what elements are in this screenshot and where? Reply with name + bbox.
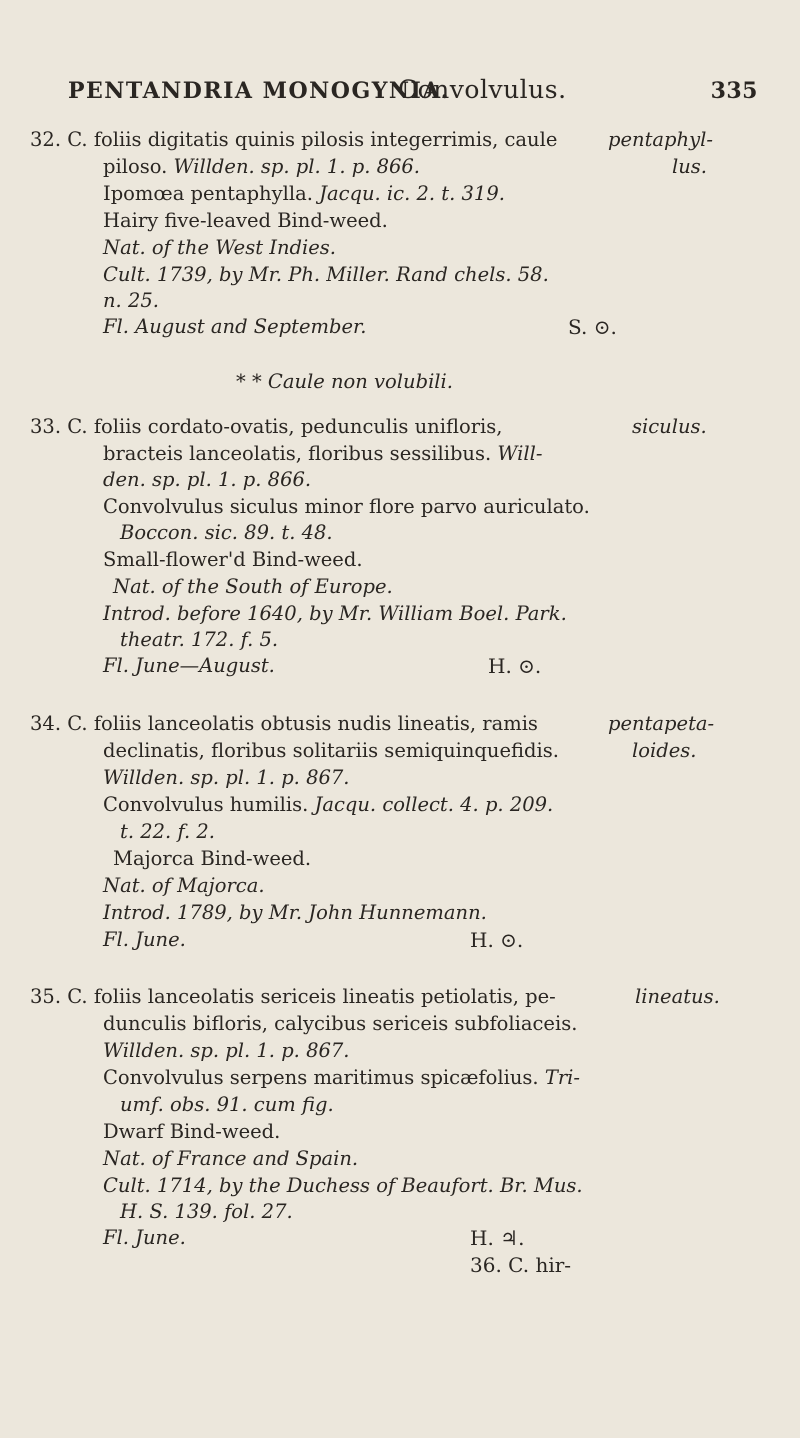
native-range: Nat. of the West Indies. bbox=[103, 236, 336, 259]
synonym-line bbox=[103, 182, 505, 205]
diagnosis-line: 34. C. foliis lanceolatis obtusis nudis lineatis, ramis bbox=[30, 712, 538, 735]
diagnosis-line: 35. C. foliis lanceolatis sericeis lineatis petiolatis, pe- bbox=[30, 985, 556, 1008]
citation: Tri- bbox=[544, 1066, 580, 1089]
flowering-time: Fl. August and September. bbox=[103, 315, 367, 338]
diagnosis-line: dunculis bifloris, calycibus sericeis subfoliaceis. bbox=[103, 1012, 578, 1035]
species-epithet: lus. bbox=[672, 155, 708, 178]
running-head-title: PENTANDRIA MONOGYNIA. bbox=[68, 78, 451, 104]
introduction-line: Introd. 1789, by Mr. John Hunnemann. bbox=[103, 901, 487, 924]
species-epithet: pentapeta- bbox=[608, 712, 715, 735]
diagnosis-line: 32. C. foliis digitatis quinis pilosis integerrimis, caule bbox=[30, 128, 558, 151]
introduction-text: Introd. before 1640, by Mr. William Boel. bbox=[103, 602, 510, 625]
habit-symbol: H. ⊙. bbox=[470, 928, 524, 952]
citation: Boccon. sic. 89. t. 48. bbox=[120, 521, 333, 544]
citation: t. 22. f. 2. bbox=[120, 820, 215, 843]
flowering-time: Fl. June—August. bbox=[103, 654, 275, 677]
running-head bbox=[68, 75, 758, 118]
flowering-time: Fl. June. bbox=[103, 928, 186, 951]
common-name: Small-flower'd Bind-weed. bbox=[103, 548, 363, 571]
diagnosis-line bbox=[103, 442, 542, 465]
citation: Willden. sp. pl. 1. p. 866. bbox=[173, 155, 421, 178]
synonym-line: Convolvulus siculus minor flore parvo auriculato. bbox=[103, 495, 590, 518]
native-range: Nat. of Majorca. bbox=[103, 874, 265, 897]
citation: Will- bbox=[497, 442, 543, 465]
flowering-time: Fl. June. bbox=[103, 1226, 186, 1249]
habit-symbol: H. ⊙. bbox=[488, 654, 542, 678]
cultivation-line bbox=[103, 263, 549, 286]
citation: Park. bbox=[515, 602, 567, 625]
species-epithet: loides. bbox=[632, 739, 697, 762]
cultivation-text: Cult. 1714, by the Duchess of Beaufort. bbox=[103, 1174, 494, 1197]
running-head-genus: Convolvulus. bbox=[398, 75, 567, 104]
diagnosis-line: declinatis, floribus solitariis semiquinquefidis. bbox=[103, 739, 559, 762]
synonym-name: Ipomœa pentaphylla. bbox=[103, 182, 313, 205]
synonym-line bbox=[103, 1066, 580, 1089]
citation: umf. obs. 91. cum fig. bbox=[120, 1093, 334, 1116]
common-name: Dwarf Bind-weed. bbox=[103, 1120, 281, 1143]
native-range: Nat. of the South of Europe. bbox=[113, 575, 393, 598]
cultivation-line: n. 25. bbox=[103, 289, 159, 312]
native-range: Nat. of France and Spain. bbox=[103, 1147, 359, 1170]
species-epithet: siculus. bbox=[632, 415, 707, 438]
synonym-name: Convolvulus serpens maritimus spicæfolius. bbox=[103, 1066, 539, 1089]
citation: Jacqu. collect. 4. p. 209. bbox=[314, 793, 554, 816]
citation: theatr. 172. f. 5. bbox=[120, 628, 279, 651]
common-name: Hairy five-leaved Bind-weed. bbox=[103, 209, 388, 232]
citation: H. S. 139. fol. 27. bbox=[120, 1200, 293, 1223]
synonym-name: Convolvulus humilis. bbox=[103, 793, 309, 816]
synonym-line bbox=[103, 793, 553, 816]
citation: Rand chels. 58. bbox=[396, 263, 549, 286]
catchword: 36. C. hir- bbox=[470, 1253, 572, 1277]
diagnosis-line: 33. C. foliis cordato-ovatis, pedunculis unifloris, bbox=[30, 415, 503, 438]
cultivation-line bbox=[103, 1174, 583, 1197]
citation: den. sp. pl. 1. p. 866. bbox=[103, 468, 312, 491]
citation: Willden. sp. pl. 1. p. 867. bbox=[103, 1039, 350, 1062]
diagnosis-line bbox=[103, 155, 420, 178]
species-epithet: pentaphyl- bbox=[608, 128, 713, 151]
common-name: Majorca Bind-weed. bbox=[113, 847, 312, 870]
section-subheading: * * Caule non volubili. bbox=[236, 370, 453, 393]
citation: Jacqu. ic. 2. t. 319. bbox=[319, 182, 505, 205]
diagnosis-text: piloso. bbox=[103, 155, 168, 178]
habit-symbol: S. ⊙. bbox=[568, 315, 617, 339]
introduction-line bbox=[103, 602, 567, 625]
cultivation-text: Cult. 1739, by Mr. Ph. Miller. bbox=[103, 263, 390, 286]
habit-symbol: H. ♃. bbox=[470, 1226, 525, 1250]
page-number: 335 bbox=[710, 78, 758, 104]
diagnosis-text: bracteis lanceolatis, floribus sessilibus. bbox=[103, 442, 492, 465]
citation: Br. Mus. bbox=[499, 1174, 583, 1197]
citation: Willden. sp. pl. 1. p. 867. bbox=[103, 766, 350, 789]
species-epithet: lineatus. bbox=[635, 985, 720, 1008]
